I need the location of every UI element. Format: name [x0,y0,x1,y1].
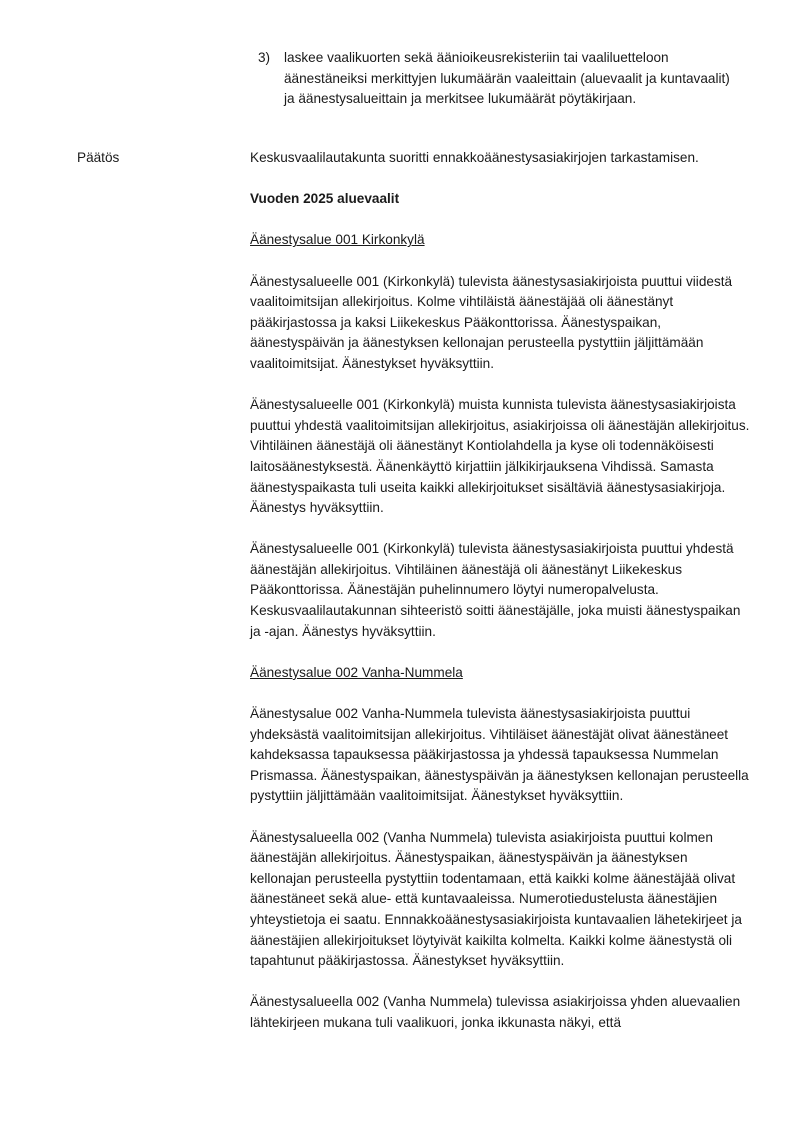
area-002-title-text: Äänestysalue 002 Vanha-Nummela [250,664,463,680]
section-heading: Vuoden 2025 aluevaalit [250,191,400,207]
area-001-paragraph-3: Äänestysalueelle 001 (Kirkonkylä) tulevista äänestysasiakirjoista puuttui yhdestä äänestäjän allekirjoitus. Vihtiläinen äänestäjä oli äänestänyt Liikekeskus Pääkonttorissa. Äänestäjän puhelinnumero löytyi numeropalvelusta. Keskusvaalilautakunnan sihteeristö soitti äänestäjälle, joka muisti äänestyspaikan ja -ajan. Äänestys hyväksyttiin. [250,541,741,639]
decision-content [250,148,750,1054]
area-002-paragraph-1: Äänestysalue 002 Vanha-Nummela tulevista äänestysasiakirjoista puuttui yhdeksästä vaalitoimitsijan allekirjoitus. Vihtiläiset äänestäjät olivat äänestäneet kahdeksassa tapauksessa pääkirjastossa ja yhdessä tapauksessa Nummelan Prismassa. Äänestyspaikan, äänestyspäivän ja äänestyksen kellonajan perusteella pystyttiin jäljittämään vaalitoimitsijat. Äänestykset hyväksyttiin. [250,706,749,804]
area-002-paragraph-3: Äänestysalueella 002 (Vanha Nummela) tulevissa asiakirjoissa yhden aluevaalien lähtekirjeen mukana tuli vaalikuori, jonka ikkunasta näkyi, että [250,994,741,1030]
area-002-paragraph-2: Äänestysalueella 002 (Vanha Nummela) tulevista asiakirjoista puuttui kolmen äänestäjän allekirjoitus. Äänestyspaikan, äänestyspäivän ja äänestyksen kellonajan perusteella pystyttiin todentamaan, että kaikki kolme äänestäjää olivat äänestäneet sekä alue- että kuntavaaleissa. Numerotiedustelusta äänestäjien yhteystietoja ei saatu. Ennnakkoäänestysasiakirjoista kuntavaalien lähetekirjeet ja äänestäjien allekirjoitukset löytyivät kaikilta kolmelta. Kaikki kolme äänestystä oli tapahtunut pääkirjastossa. Äänestykset hyväksyttiin. [250,829,742,969]
decision-label: Päätös [77,150,120,165]
list-number: 3) [258,50,271,65]
intro-paragraph: Keskusvaalilautakunta suoritti ennakkoäänestysasiakirjojen tarkastamisen. [250,150,699,165]
area-001-title-text: Äänestysalue 001 Kirkonkylä [250,232,425,248]
area-002-title [250,663,750,684]
area-001-title [250,230,750,251]
area-001-paragraph-1: Äänestysalueelle 001 (Kirkonkylä) tulevista äänestysasiakirjoista puuttui viidestä vaalitoimitsijan allekirjoitus. Kolme vihtiläistä äänestäjää oli äänestänyt pääkirjastossa ja kaksi Liikekeskus Pääkonttorissa. Äänestyspaikan, äänestyspäivän ja äänestyksen kellonajan perusteella pystyttiin jäljittämään vaalitoimitsijat. Äänestykset hyväksyttiin. [250,273,733,371]
area-001-paragraph-2: Äänestysalueelle 001 (Kirkonkylä) muista kunnista tulevista äänestysasiakirjoista puuttui yhdestä vaalitoimitsijan allekirjoitus, asiakirjoissa oli äänestäjän allekirjoitus. Vihtiläinen äänestäjä oli äänestänyt Kontiolahdella ja kyse oli todennäköisesti laitosäänestyksestä. Äänenkäyttö kirjattiin jälkikirjauksena Vihdissä. Samasta äänestyspaikasta tuli useita kaikki allekirjoitukset sisältäviä äänestysasiakirjoja. Äänestys hyväksyttiin. [250,397,750,516]
list-item-text: laskee vaalikuorten sekä äänioikeusrekisteriin tai vaaliluetteloon äänestäneiksi merkittyjen lukumäärän vaaleittain (aluevaalit ja kuntavaalit) ja äänestysalueittain ja merkitsee lukumäärät pöytäkirjaan. [284,50,730,107]
